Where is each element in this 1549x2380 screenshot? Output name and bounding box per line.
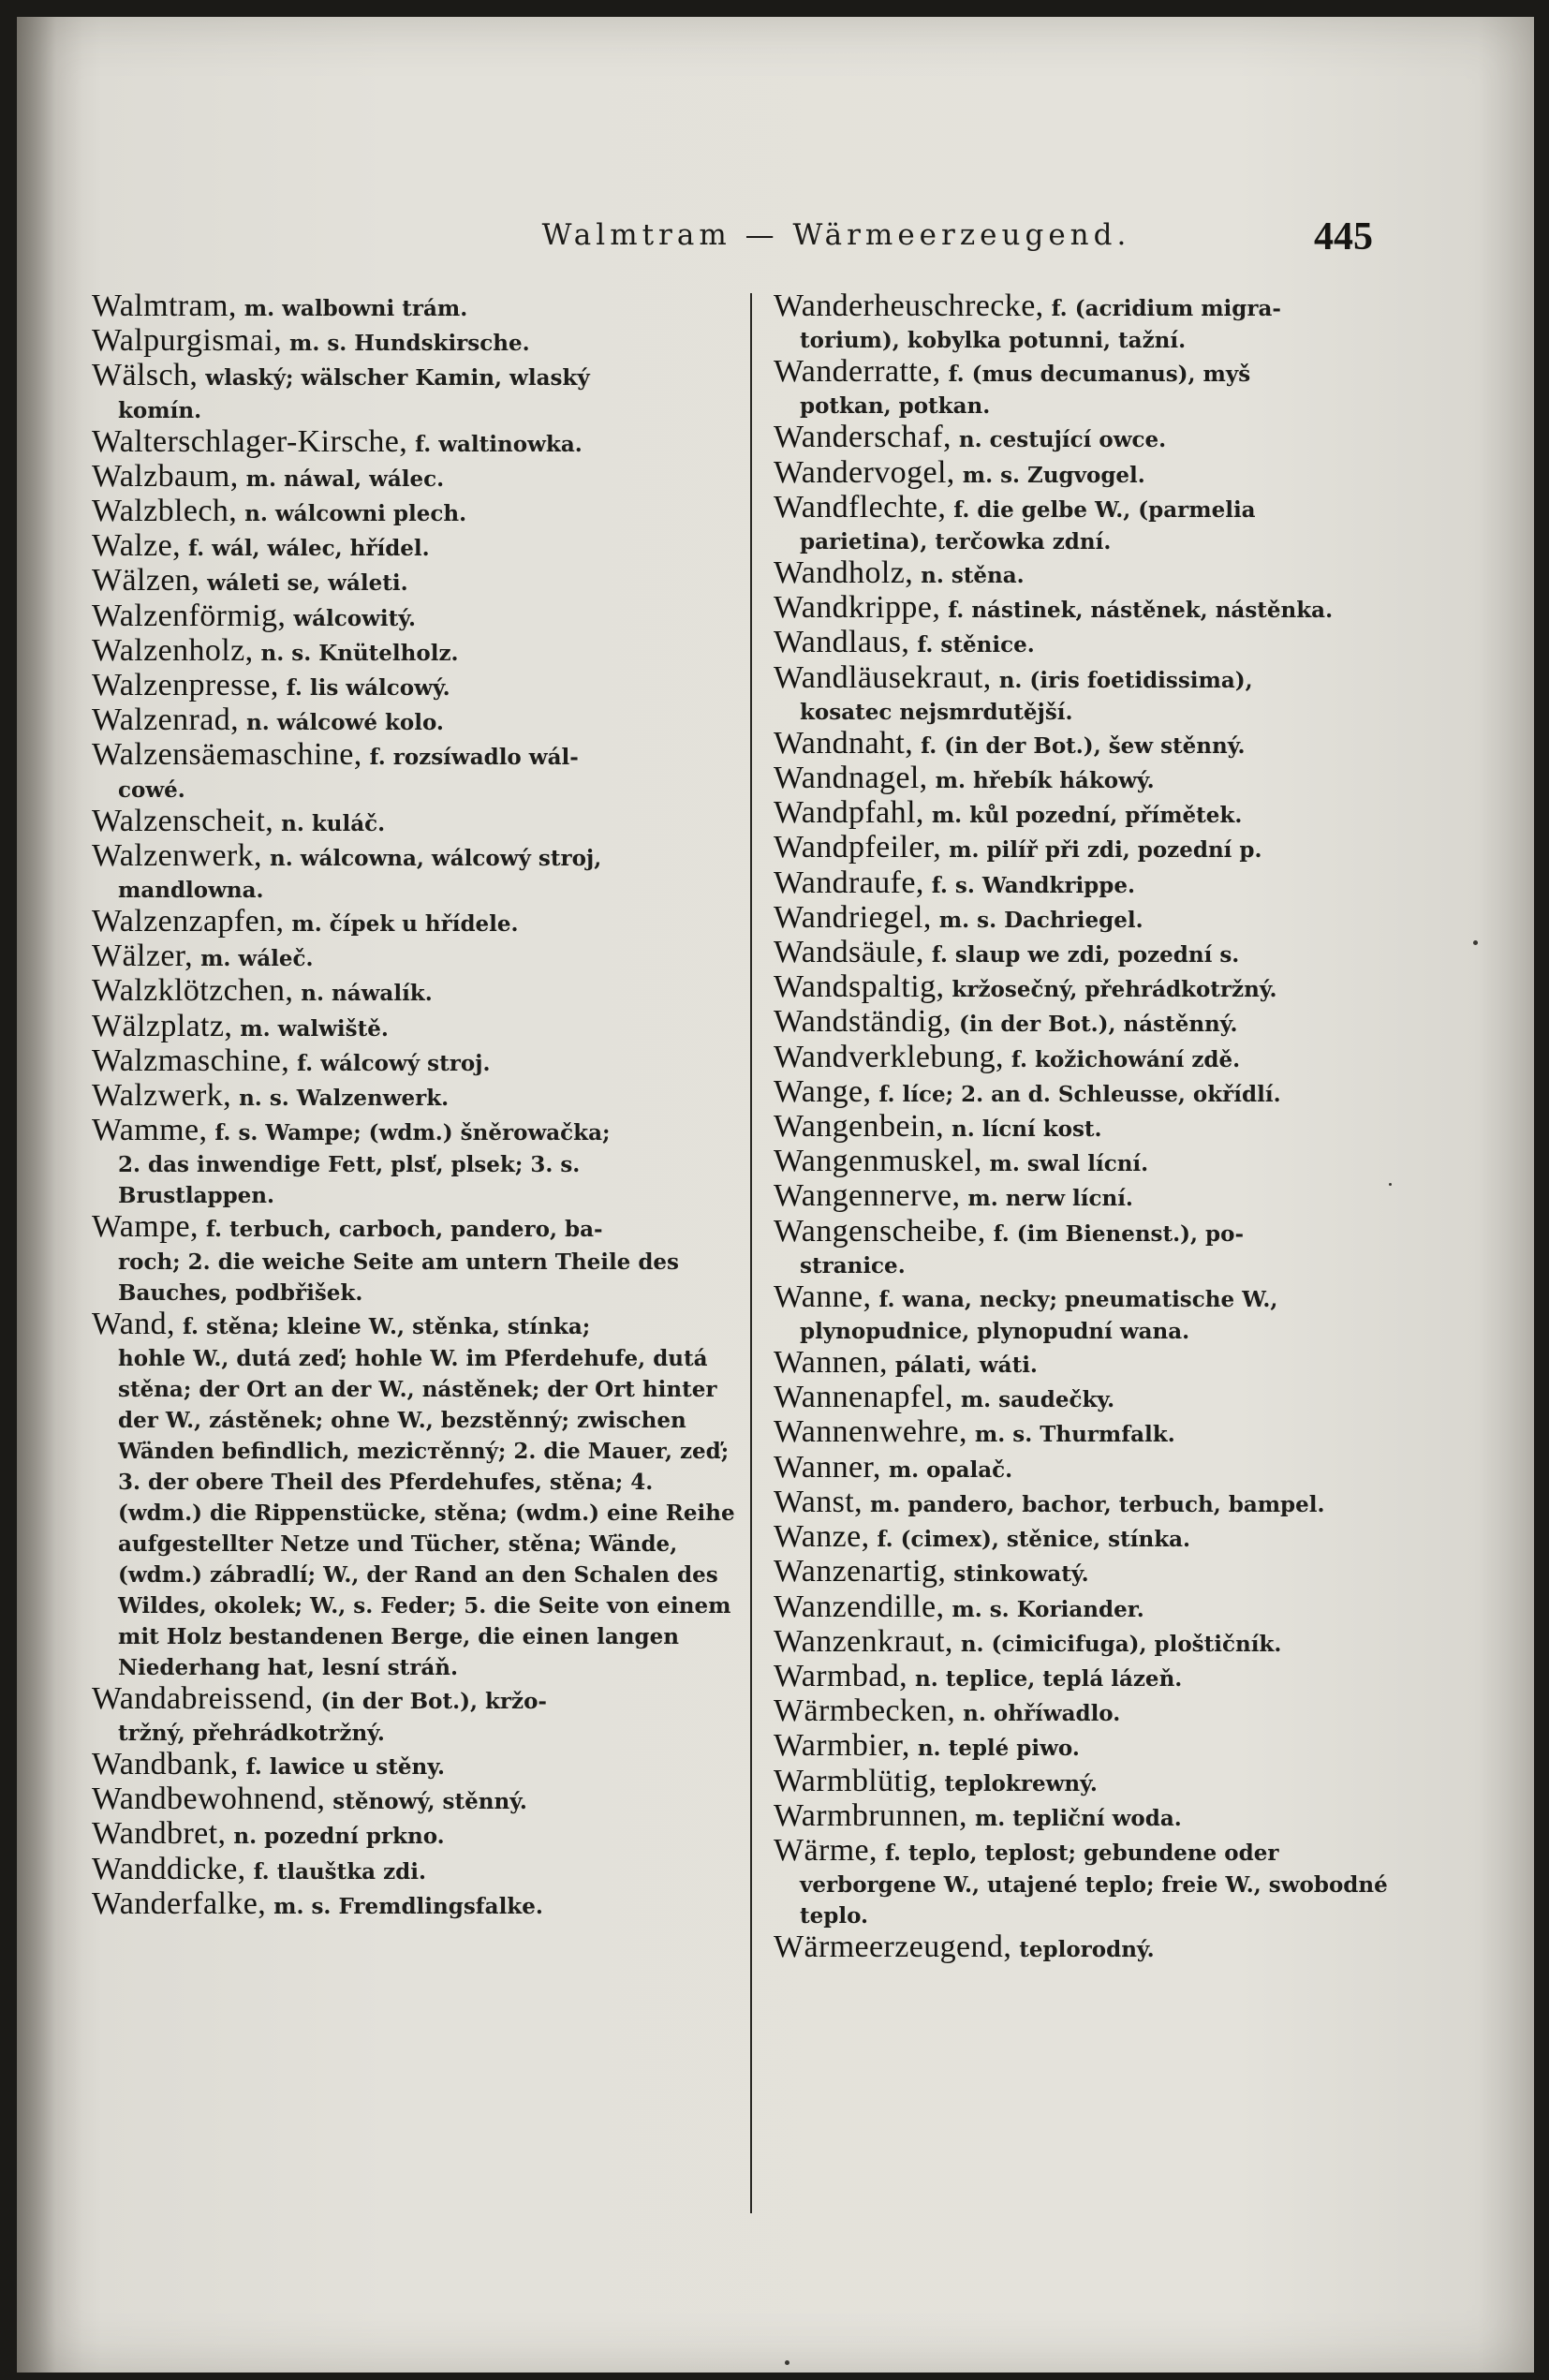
dictionary-entry xyxy=(774,627,1429,661)
paper-speck xyxy=(1389,1183,1392,1186)
definition: f. kožichowání zdě. xyxy=(1003,1046,1241,1072)
dictionary-entry xyxy=(774,489,1429,557)
headword: Wandlaus, xyxy=(774,625,910,660)
dictionary-entry xyxy=(774,1591,1429,1626)
definition: f. wana, necky; pneumatische W., xyxy=(871,1286,1278,1312)
dictionary-entry xyxy=(774,1146,1429,1180)
dictionary-entry xyxy=(774,356,1429,421)
dictionary-entry xyxy=(92,530,743,565)
definition: m. saudečky. xyxy=(952,1387,1115,1413)
headword: Walzblech, xyxy=(92,494,238,529)
headword: Wärme, xyxy=(774,1832,878,1868)
dictionary-entry xyxy=(774,899,1429,937)
definition: f. waltinowka. xyxy=(407,431,583,457)
headword: Walzenwerk, xyxy=(92,837,262,873)
definition-continuation: mandlowna. xyxy=(118,878,264,904)
dictionary-entry xyxy=(92,1211,743,1308)
headword: Walzenförmig, xyxy=(92,598,287,633)
headword: Wanderratte, xyxy=(774,354,941,390)
dictionary-entry xyxy=(92,1885,743,1923)
dictionary-entry xyxy=(774,762,1429,797)
dictionary-entry xyxy=(92,1080,743,1115)
definition-continuation: verborgene W., utajené teplo; freie W., swobodné teplo. xyxy=(800,1872,1388,1929)
dictionary-entry xyxy=(774,1449,1429,1486)
definition: f. die gelbe W., (parmelia xyxy=(946,496,1256,523)
page-title: Walmtram — Wärmeerzeugend. xyxy=(541,218,1131,252)
definition: wálcowitý. xyxy=(286,605,417,631)
headword: Wanddicke, xyxy=(92,1851,246,1886)
dictionary-entry xyxy=(774,659,1429,728)
dictionary-entry xyxy=(774,1556,1429,1590)
headword: Walzenpresse, xyxy=(92,668,279,703)
dictionary-entry xyxy=(92,1749,743,1783)
definition: stěnowý, stěnný. xyxy=(325,1789,527,1815)
headword: Wandnaht, xyxy=(774,725,914,761)
dictionary-entry xyxy=(92,1783,743,1818)
headword: Walpurgismai, xyxy=(92,323,282,359)
definition: f. stěnice. xyxy=(909,632,1035,658)
headword: Wanne, xyxy=(774,1279,872,1314)
definition: f. nástinek, nástěnek, nástěnka. xyxy=(940,598,1334,624)
definition: m. náwal, wálec. xyxy=(238,466,445,492)
dictionary-entry xyxy=(774,1658,1429,1695)
headword: Walze, xyxy=(92,528,181,564)
dictionary-page xyxy=(17,17,1534,2373)
headword: Wampe, xyxy=(92,1209,199,1245)
headword: Warmbad, xyxy=(774,1658,908,1693)
headword: Wandbret, xyxy=(92,1816,227,1852)
headword: Wanzenartig, xyxy=(774,1554,947,1589)
headword: Warmblütig, xyxy=(774,1763,937,1798)
definition: f. lis wálcowý. xyxy=(278,675,450,702)
headword: Wälsch, xyxy=(92,358,199,393)
headword: Walzenscheit, xyxy=(92,803,274,838)
paper-speck xyxy=(1473,940,1478,945)
left-column xyxy=(92,290,743,1923)
dictionary-entry xyxy=(774,1763,1429,1800)
definition: n. teplé piwo. xyxy=(909,1736,1080,1762)
definition: f. s. Wampe; (wdm.) šněrowačka; xyxy=(207,1120,611,1146)
headword: Wälzen, xyxy=(92,563,200,599)
definition: m. s. Hundskirsche. xyxy=(281,331,530,357)
definition: (in der Bot.), nástěnný. xyxy=(951,1012,1238,1038)
dictionary-entry xyxy=(774,1382,1429,1416)
headword: Walmtram, xyxy=(92,288,237,323)
definition-continuation: cowé. xyxy=(118,776,185,803)
dictionary-entry xyxy=(774,1695,1429,1730)
headword: Wandkrippe, xyxy=(774,590,941,626)
definition: m. s. Dachriegel. xyxy=(931,907,1143,933)
headword: Walzenholz, xyxy=(92,632,254,668)
definition: f. teplo, teplost; gebundene oder xyxy=(877,1840,1279,1866)
dictionary-entry xyxy=(774,290,1429,356)
dictionary-entry xyxy=(92,803,743,840)
definition: n. (cimicifuga), ploštičník. xyxy=(952,1631,1282,1657)
headword: Wanderschaf, xyxy=(774,420,952,455)
dictionary-entry xyxy=(774,797,1429,832)
dictionary-entry xyxy=(92,360,743,425)
dictionary-entry xyxy=(774,592,1429,627)
dictionary-entry xyxy=(774,1281,1429,1347)
definition: f. (in der Bot.), šew stěnný. xyxy=(913,732,1246,759)
dictionary-entry xyxy=(774,1623,1429,1661)
definition: m. hřebík hákowý. xyxy=(927,768,1155,794)
headword: Wangennerve, xyxy=(774,1178,961,1214)
definition: m. opalač. xyxy=(880,1456,1013,1483)
definition: m. wáleč. xyxy=(193,946,314,972)
definition: wáleti se, wáleti. xyxy=(199,570,408,597)
definition: f. rozsíwadlo wál- xyxy=(361,745,579,771)
dictionary-entry xyxy=(92,290,743,325)
definition: pálati, wáti. xyxy=(887,1353,1038,1379)
definition: n. s. Knütelholz. xyxy=(253,640,459,666)
dictionary-entry xyxy=(92,1115,743,1211)
definition-continuation: kosatec nejsmrdutější. xyxy=(800,699,1073,725)
headword: Walzenzapfen, xyxy=(92,904,285,939)
headword: Wangenbein, xyxy=(774,1109,944,1145)
definition: n. kuláč. xyxy=(273,810,386,836)
running-head xyxy=(17,215,1534,274)
definition: teplorodný. xyxy=(1011,1937,1155,1963)
definition-continuation: 2. das inwendige Fett, plsť, plsek; 3. s. Brustlappen. xyxy=(118,1152,581,1209)
definition: m. čípek u hřídele. xyxy=(284,911,519,938)
definition-continuation: parietina), terčowka zdní. xyxy=(800,529,1112,555)
dictionary-entry xyxy=(92,565,743,599)
definition-continuation: komín. xyxy=(118,397,202,423)
definition: f. s. Wandkrippe. xyxy=(923,872,1135,898)
headword: Wandriegel, xyxy=(774,899,932,935)
headword: Wandholz, xyxy=(774,555,914,591)
headword: Walzklötzchen, xyxy=(92,973,294,1009)
headword: Wangenscheibe, xyxy=(774,1213,986,1249)
definition: n. náwalík. xyxy=(293,981,433,1007)
definition: m. pilíř při zdi, pozední p. xyxy=(941,837,1262,864)
column-divider xyxy=(750,293,752,2213)
definition: n. (iris foetidissima), xyxy=(991,667,1253,693)
definition-continuation: hohle W., dutá zeď; hohle W. im Pferdehufe, dutá stěna; der Ort an der W., nástěnek; der Ort hinter der W., zástěnek; ohne W., bezstěnný; zwischen Wänden befindlich, meziстěnný; 2. die Mauer, zeď; 3. der obere Theil des Pferdehufes, stěna; 4. (wdm.) die Rippenstücke, stěna; (wdm.) eine Reihe aufgestellter Netze und Tücher, stěna; Wände, (wdm.) zábradlí; W., der Rand an den Schalen des Wildes, okolek; W., s. Feder; 5. die Seite von einem mit Holz bestandenen Berge, die einen langen Niederhang hat, lesní stráň. xyxy=(118,1345,735,1680)
definition: n. wálcowna, wálcowý stroj, xyxy=(261,845,602,871)
headword: Wandsäule, xyxy=(774,935,924,970)
definition: n. wálcowé kolo. xyxy=(239,710,444,736)
dictionary-entry xyxy=(92,632,743,670)
definition: f. (mus decumanus), myš xyxy=(940,362,1251,388)
dictionary-entry xyxy=(774,1039,1429,1076)
definition: kržosečný, přehrádkotržný. xyxy=(944,977,1277,1003)
definition: m. walbowni trám. xyxy=(236,296,468,321)
headword: Wandpfahl, xyxy=(774,795,924,831)
definition: n. stěna. xyxy=(913,563,1025,589)
dictionary-entry xyxy=(774,1347,1429,1382)
dictionary-entry xyxy=(92,458,743,495)
dictionary-entry xyxy=(92,837,743,906)
definition: f. (im Bienenst.), po- xyxy=(985,1220,1245,1247)
headword: Wälzplatz, xyxy=(92,1008,233,1043)
headword: Wandläusekraut, xyxy=(774,659,992,695)
definition: n. lícní kost. xyxy=(944,1116,1102,1143)
definition: m. s. Thurmfalk. xyxy=(966,1422,1175,1448)
headword: Wandspaltig, xyxy=(774,969,945,1005)
headword: Wange, xyxy=(774,1073,872,1109)
dictionary-entry xyxy=(774,454,1429,492)
dictionary-entry xyxy=(774,937,1429,971)
dictionary-entry xyxy=(774,1832,1429,1931)
headword: Wandabreissend, xyxy=(92,1680,314,1716)
dictionary-entry xyxy=(774,1213,1429,1281)
dictionary-entry xyxy=(774,1006,1429,1041)
page-number: 445 xyxy=(1314,215,1373,259)
headword: Wannen, xyxy=(774,1345,888,1381)
dictionary-entry xyxy=(92,739,743,805)
headword: Wälzer, xyxy=(92,939,194,974)
definition: n. teplice, teplá lázeň. xyxy=(907,1665,1183,1692)
definition: stinkowatý. xyxy=(946,1561,1089,1588)
definition: n. pozední prkno. xyxy=(226,1824,445,1850)
dictionary-entry xyxy=(92,906,743,940)
headword: Wärmeerzeugend, xyxy=(774,1929,1012,1965)
definition: f. wálcowý stroj. xyxy=(289,1050,491,1076)
dictionary-entry xyxy=(92,704,743,739)
dictionary-entry xyxy=(92,1308,743,1683)
headword: Wandflechte, xyxy=(774,489,947,525)
dictionary-entry xyxy=(92,975,743,1010)
dictionary-entry xyxy=(92,1008,743,1045)
dictionary-entry xyxy=(774,557,1429,592)
headword: Wangenmuskel, xyxy=(774,1144,982,1179)
headword: Wanst, xyxy=(774,1484,863,1519)
definition: f. (cimex), stěnice, stínka. xyxy=(869,1527,1191,1553)
definition-continuation: potkan, potkan. xyxy=(800,393,991,420)
headword: Wandervogel, xyxy=(774,454,955,490)
dictionary-entry xyxy=(774,1073,1429,1111)
dictionary-entry xyxy=(774,725,1429,762)
definition: m. walwiště. xyxy=(232,1015,389,1042)
headword: Wamme, xyxy=(92,1113,208,1148)
dictionary-entry xyxy=(774,1521,1429,1556)
dictionary-entry xyxy=(92,495,743,530)
definition: f. wál, wálec, hřídel. xyxy=(181,536,430,562)
headword: Wandbank, xyxy=(92,1747,239,1782)
definition: n. cestující owce. xyxy=(951,427,1167,453)
definition: n. ohříwadlo. xyxy=(955,1701,1121,1727)
dictionary-entry xyxy=(92,600,743,635)
definition: m. s. Koriander. xyxy=(944,1596,1144,1622)
headword: Walzensäemaschine, xyxy=(92,737,362,773)
definition: m. s. Zugvogel. xyxy=(954,462,1145,488)
definition: f. terbuch, carboch, pandero, ba- xyxy=(198,1217,603,1243)
definition: m. tepliční woda. xyxy=(966,1805,1182,1831)
definition: f. tlauštka zdi. xyxy=(245,1858,426,1885)
dictionary-entry xyxy=(92,423,743,461)
headword: Wanner, xyxy=(774,1449,881,1485)
dictionary-entry xyxy=(774,421,1429,456)
right-column xyxy=(757,290,1429,1966)
headword: Wanderfalke, xyxy=(92,1885,267,1921)
definition: m. swal lícní. xyxy=(981,1151,1149,1177)
headword: Wandnagel, xyxy=(774,761,928,796)
dictionary-entry xyxy=(92,1851,743,1888)
definition: f. lawice u stěny. xyxy=(238,1754,445,1781)
definition: m. nerw lícní. xyxy=(960,1186,1133,1212)
headword: Walzenrad, xyxy=(92,702,239,738)
headword: Walzwerk, xyxy=(92,1078,232,1114)
headword: Wärmbecken, xyxy=(774,1693,956,1729)
definition: teplokrewný. xyxy=(937,1770,1098,1796)
dictionary-entry xyxy=(774,1416,1429,1451)
dictionary-entry xyxy=(774,971,1429,1006)
definition: f. stěna; kleine W., stěnka, stínka; xyxy=(174,1313,591,1339)
headword: Walzmaschine, xyxy=(92,1042,290,1078)
dictionary-entry xyxy=(92,1680,743,1749)
dictionary-entry xyxy=(92,1818,743,1853)
headword: Wandpfeiler, xyxy=(774,830,942,865)
dictionary-entry xyxy=(774,867,1429,902)
definition: n. s. Walzenwerk. xyxy=(231,1086,450,1112)
headword: Warmbier, xyxy=(774,1728,910,1764)
definition: wlaský; wälscher Kamin, wlaský xyxy=(198,365,590,392)
headword: Walterschlager-Kirsche, xyxy=(92,423,408,459)
dictionary-entry xyxy=(774,1931,1429,1966)
paper-speck xyxy=(785,2360,789,2365)
dictionary-entry xyxy=(774,1730,1429,1765)
headword: Wand, xyxy=(92,1306,175,1341)
definition-continuation: plynopudnice, plynopudní wana. xyxy=(800,1319,1190,1345)
dictionary-entry xyxy=(774,1180,1429,1215)
definition-continuation: stranice. xyxy=(800,1252,906,1279)
dictionary-entry xyxy=(92,325,743,360)
headword: Wanzenkraut, xyxy=(774,1623,953,1659)
definition: f. líce; 2. an d. Schleusse, okřídlí. xyxy=(871,1081,1281,1107)
definition: (in der Bot.), kržo- xyxy=(313,1688,547,1714)
headword: Wannenwehre, xyxy=(774,1414,967,1450)
headword: Wanderheuschrecke, xyxy=(774,288,1044,323)
definition: f. slaup we zdi, pozední s. xyxy=(923,942,1240,968)
dictionary-entry xyxy=(774,832,1429,866)
dictionary-entry xyxy=(774,1486,1429,1521)
headword: Wanze, xyxy=(774,1519,870,1555)
dictionary-entry xyxy=(774,1111,1429,1146)
definition: m. pandero, bachor, terbuch, bampel. xyxy=(863,1491,1325,1517)
definition-continuation: torium), kobylka potunni, tažní. xyxy=(800,328,1187,354)
definition: n. wálcowni plech. xyxy=(237,501,467,527)
headword: Wandbewohnend, xyxy=(92,1781,326,1817)
dictionary-entry xyxy=(92,1042,743,1080)
definition-continuation: roch; 2. die weiche Seite am untern Theile des Bauches, podbřišek. xyxy=(118,1249,679,1306)
headword: Wandraufe, xyxy=(774,865,924,900)
dictionary-entry xyxy=(774,1797,1429,1835)
headword: Wannenapfel, xyxy=(774,1380,953,1415)
headword: Warmbrunnen, xyxy=(774,1797,967,1833)
headword: Wandständig, xyxy=(774,1004,952,1040)
dictionary-entry xyxy=(92,670,743,704)
dictionary-entry xyxy=(92,940,743,975)
headword: Wanzendille, xyxy=(774,1589,945,1624)
definition: f. (acridium migra- xyxy=(1043,296,1281,321)
headword: Walzbaum, xyxy=(92,458,239,494)
definition: m. s. Fremdlingsfalke. xyxy=(266,1893,543,1919)
definition: m. kůl pozední, přímětek. xyxy=(923,803,1243,829)
definition-continuation: tržný, přehrádkotržný. xyxy=(118,1721,385,1747)
headword: Wandverklebung, xyxy=(774,1039,1004,1074)
